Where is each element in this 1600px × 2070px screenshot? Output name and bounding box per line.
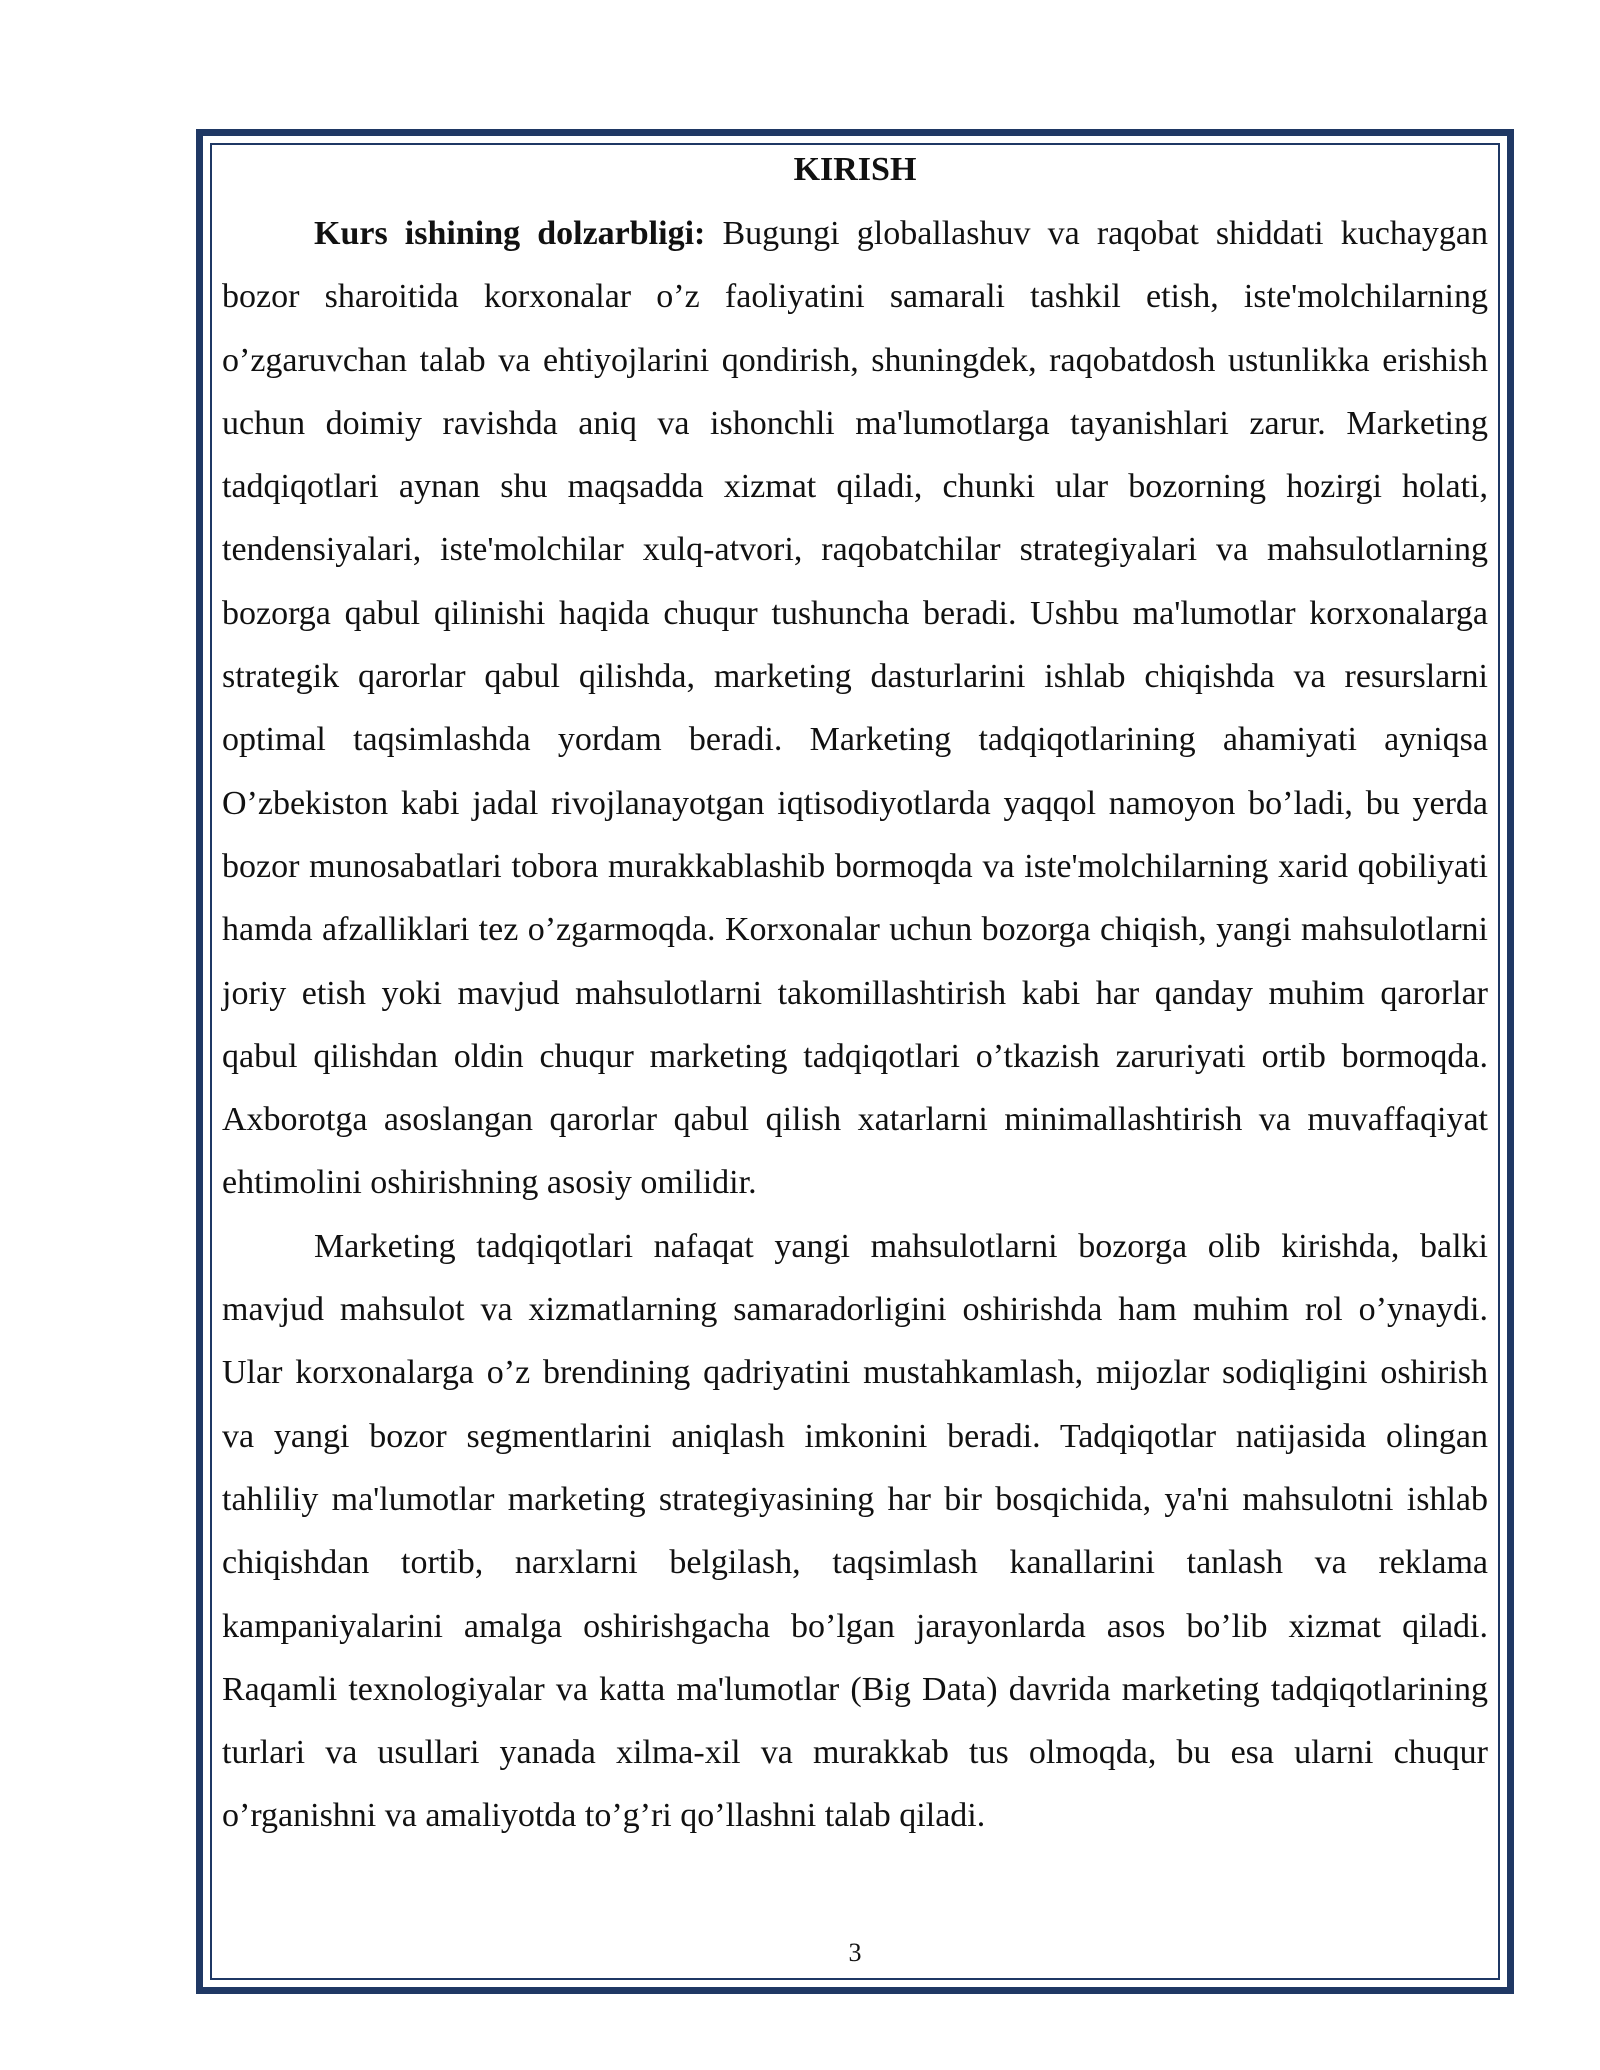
section-title: KIRISH bbox=[793, 151, 917, 188]
document-body bbox=[222, 140, 1488, 1848]
paragraph-research-role: Marketing tadqiqotlari nafaqat yangi mahsulotlarni bozorga olib kirishda, balki mavjud mahsulot va xizmatlarning samaradorligini oshirishda ham muhim rol o’ynaydi. Ular korxonalarga o’z brendining qadriyatini mustahkamlash, mijozlar sodiqligini oshirish va yangi bozor segmentlarini aniqlash imkonini beradi. Tadqiqotlar natijasida olingan tahliliy ma'lumotlar marketing strategiyasining har bir bosqichida, ya'ni mahsulotni ishlab chiqishdan tortib, narxlarni belgilash, taqsimlash kanallarini tanlash va reklama kampaniyalarini amalga oshirishgacha bo’lgan jarayonlarda asos bo’lib xizmat qiladi. Raqamli texnologiyalar va katta ma'lumotlar (Big Data) davrida marketing tadqiqotlarining turlari va usullari yanada xilma-xil va murakkab tus olmoqda, bu esa ularni chuqur o’rganishni va amaliyotda to’g’ri qo’llashni talab qiladi. bbox=[222, 1227, 1488, 1835]
paragraph-relevance-text: Bugungi globallashuv va raqobat shiddati kuchaygan bozor sharoitida korxonalar o’z faoliyatini samarali tashkil etish, iste'molchilarning o’zgaruvchan talab va ehtiyojlarini qondirish, shuningdek, raqobatdosh ustunlikka erishish uchun doimiy ravishda aniq va ishonchli ma'lumotlarga tayanishlari zarur. Marketing tadqiqotlari aynan shu maqsadda xizmat qiladi, chunki ular bozorning hozirgi holati, tendensiyalari, iste'molchilar xulq-atvori, raqobatchilar strategiyalari va mahsulotlarning bozorga qabul qilinishi haqida chuqur tushuncha beradi. Ushbu ma'lumotlar korxonalarga strategik qarorlar qabul qilishda, marketing dasturlarini ishlab chiqishda va resurslarni optimal taqsimlashda yordam beradi. Marketing tadqiqotlarining ahamiyati ayniqsa O’zbekiston kabi jadal rivojlanayotgan iqtisodiyotlarda yaqqol namoyon bo’ladi, bu yerda bozor munosabatlari tobora murakkablashib bormoqda va iste'molchilarning xarid qobiliyati hamda afzalliklari tez o’zgarmoqda. Korxonalar uchun bozorga chiqish, yangi mahsulotlarni joriy etish yoki mavjud mahsulotlarni takomillashtirish kabi har qanday muhim qarorlar qabul qilishdan oldin chuqur marketing tadqiqotlari o’tkazish zaruriyati ortib bormoqda. Axborotga asoslangan qarorlar qabul qilish xatarlarni minimallashtirish va muvaffaqiyat ehtimolini oshirishning asosiy omilidir. bbox=[222, 215, 1488, 1202]
paragraph-lead: Kurs ishining dolzarbligi: bbox=[314, 215, 706, 252]
paragraph-relevance bbox=[222, 202, 1488, 1215]
page-number: 3 bbox=[848, 1938, 862, 1967]
